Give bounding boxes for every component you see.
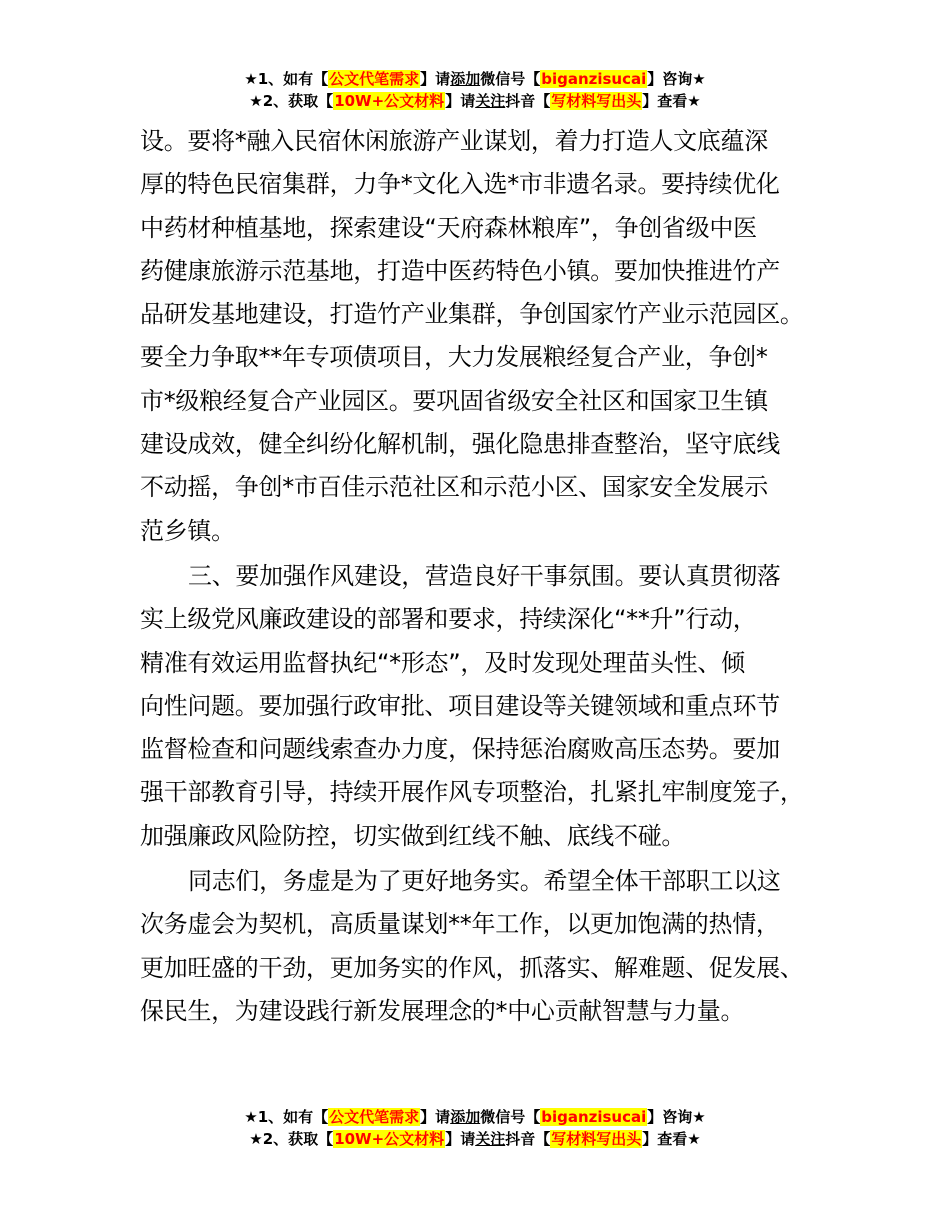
banner-highlight: 公文代笔需求 <box>329 70 420 88</box>
banner-text: ★2、获取【 <box>249 92 334 110</box>
text-line: 范乡镇。 <box>140 516 235 545</box>
banner-highlight: 10W+公文材料 <box>334 1130 445 1148</box>
banner-text: 】请 <box>445 1130 476 1148</box>
banner-text: 】咨询★ <box>647 70 706 88</box>
banner-text: 】请 <box>445 92 476 110</box>
banner-line-1 <box>0 68 950 90</box>
text-line: 中药材种植基地，探索建设“天府森林粮库”，争创省级中医 <box>140 213 757 242</box>
header-banner <box>0 68 950 112</box>
footer-banner <box>0 1106 950 1150</box>
paragraph-2 <box>140 555 830 858</box>
banner-line-2 <box>0 1128 950 1150</box>
text-line: 建设成效，健全纠纷化解机制，强化隐患排查整治，坚守底线 <box>140 430 780 459</box>
banner-text: 】请 <box>420 70 451 88</box>
text-line: 要全力争取**年专项债项目，大力发展粮经复合产业，争创* <box>140 343 768 372</box>
document-body <box>140 120 830 1035</box>
banner-text: 】咨询★ <box>647 1108 706 1126</box>
text-line: 次务虚会为契机，高质量谋划**年工作，以更加饱满的热情， <box>140 910 780 939</box>
text-line: 向性问题。要加强行政审批、项目建设等关键领域和重点环节 <box>140 691 780 720</box>
paragraph-3 <box>140 860 830 1033</box>
text-line: 加强廉政风险防控，切实做到红线不触、底线不碰。 <box>140 821 686 850</box>
text-line: 设。要将*融入民宿休闲旅游产业谋划，着力打造人文底蕴深 <box>140 127 768 155</box>
banner-underline-text: 关注 <box>475 1130 506 1148</box>
banner-underline-text: 关注 <box>475 92 506 110</box>
text-line: 市*级粮经复合产业园区。要巩固省级安全社区和国家卫生镇 <box>140 386 768 415</box>
text-line: 厚的特色民宿集群，力争*文化入选*市非遗名录。要持续优化 <box>140 170 780 199</box>
text-line: 监督检查和问题线索查办力度，保持惩治腐败高压态势。要加 <box>140 735 780 764</box>
banner-highlight: biganzisucai <box>541 1108 647 1126</box>
banner-highlight: 公文代笔需求 <box>329 1108 420 1126</box>
banner-highlight: biganzisucai <box>541 70 647 88</box>
banner-line-1 <box>0 1106 950 1128</box>
banner-text: 】查看★ <box>642 1130 701 1148</box>
banner-text: 】查看★ <box>642 92 701 110</box>
banner-text: 抖音【 <box>505 92 551 110</box>
text-line: 精准有效运用监督执纪“*形态”，及时发现处理苗头性、倾 <box>140 648 745 677</box>
paragraph-1 <box>140 120 830 553</box>
text-line: 实上级党风廉政建设的部署和要求，持续深化“**升”行动， <box>140 605 757 634</box>
banner-text: ★2、获取【 <box>249 1130 334 1148</box>
banner-underline-text: 添加 <box>450 70 481 88</box>
banner-underline-text: 添加 <box>450 1108 481 1126</box>
text-line: 三、要加强作风建设，营造良好干事氛围。要认真贯彻落 <box>188 561 781 590</box>
text-line: 同志们，务虚是为了更好地务实。希望全体干部职工以这 <box>188 867 781 896</box>
banner-text: ★1、如有【 <box>244 1108 329 1126</box>
banner-highlight: 写材料写出头 <box>551 1130 642 1148</box>
text-line: 更加旺盛的干劲，更加务实的作风，抓落实、解难题、促发展、 <box>140 953 804 982</box>
banner-text: 】请 <box>420 1108 451 1126</box>
banner-text: 微信号【 <box>480 70 541 88</box>
text-line: 品研发基地建设，打造竹产业集群，争创国家竹产业示范园区。 <box>140 300 804 329</box>
text-line: 药健康旅游示范基地，打造中医药特色小镇。要加快推进竹产 <box>140 256 780 285</box>
banner-text: 微信号【 <box>480 1108 541 1126</box>
banner-text: ★1、如有【 <box>244 70 329 88</box>
banner-highlight: 写材料写出头 <box>551 92 642 110</box>
text-line: 不动摇，争创*市百佳示范社区和示范小区、国家安全发展示 <box>140 473 768 502</box>
banner-text: 抖音【 <box>505 1130 551 1148</box>
banner-line-2 <box>0 90 950 112</box>
banner-highlight: 10W+公文材料 <box>334 92 445 110</box>
text-line: 保民生，为建设践行新发展理念的*中心贡献智慧与力量。 <box>140 996 745 1025</box>
text-line: 强干部教育引导，持续开展作风专项整治，扎紧扎牢制度笼子， <box>140 778 804 807</box>
